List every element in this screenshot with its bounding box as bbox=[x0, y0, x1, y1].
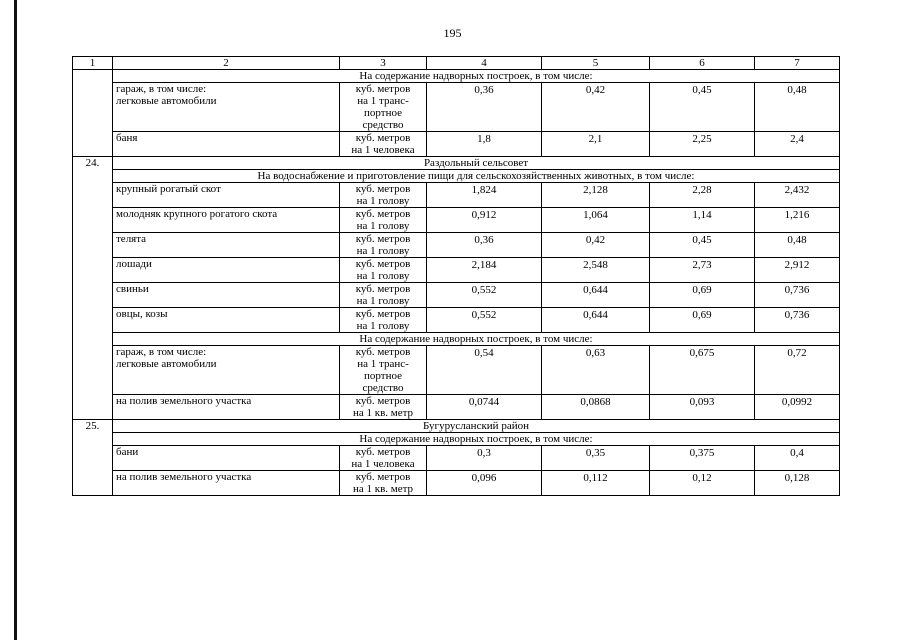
section-title: Раздольный сельсовет bbox=[113, 157, 840, 170]
cell-line: на полив земельного участка bbox=[116, 471, 252, 483]
cell-line: куб. метров bbox=[355, 346, 411, 358]
column-number-4: 4 bbox=[427, 57, 542, 70]
value-col-4: 0,3 bbox=[427, 446, 542, 471]
unit-cell bbox=[340, 83, 427, 132]
table-row bbox=[73, 183, 840, 208]
indicator-name bbox=[113, 471, 340, 496]
value-col-6: 0,375 bbox=[650, 446, 755, 471]
column-number-6: 6 bbox=[650, 57, 755, 70]
value-col-7: 0,48 bbox=[755, 83, 840, 132]
value-col-7: 0,4 bbox=[755, 446, 840, 471]
indicator-name bbox=[113, 283, 340, 308]
value-col-4: 0,552 bbox=[427, 308, 542, 333]
cell-line: куб. метров bbox=[355, 471, 411, 483]
value-col-7: 0,736 bbox=[755, 283, 840, 308]
value-col-5: 0,644 bbox=[542, 283, 650, 308]
table-row bbox=[73, 446, 840, 471]
value-col-4: 1,8 bbox=[427, 132, 542, 157]
cell-line: на 1 голову bbox=[356, 270, 410, 282]
cell-line: на полив земельного участка bbox=[116, 395, 252, 407]
cell-line: на 1 голову bbox=[356, 195, 410, 207]
value-col-6: 0,675 bbox=[650, 346, 755, 395]
cell-line: портное bbox=[364, 370, 402, 382]
column-number-1: 1 bbox=[73, 57, 113, 70]
cell-line: на 1 человека bbox=[351, 144, 415, 156]
group-caption: На содержание надворных построек, в том числе: bbox=[113, 70, 840, 83]
indicator-name bbox=[113, 346, 340, 395]
indicator-name bbox=[113, 395, 340, 420]
column-number-7: 7 bbox=[755, 57, 840, 70]
group-caption-row bbox=[73, 333, 840, 346]
value-col-7: 0,48 bbox=[755, 233, 840, 258]
table-row bbox=[73, 233, 840, 258]
unit-cell bbox=[340, 132, 427, 157]
page-number: 195 bbox=[443, 26, 462, 40]
value-col-6: 0,45 bbox=[650, 233, 755, 258]
cell-line: куб. метров bbox=[355, 233, 411, 245]
binding-edge bbox=[14, 0, 17, 640]
cell-line: куб. метров bbox=[355, 208, 411, 220]
indicator-name bbox=[113, 446, 340, 471]
unit-cell bbox=[340, 183, 427, 208]
section-title-row bbox=[73, 157, 840, 170]
cell-line: телята bbox=[116, 233, 147, 245]
column-number-5: 5 bbox=[542, 57, 650, 70]
cell-line: средство bbox=[362, 119, 404, 131]
value-col-5: 0,112 bbox=[542, 471, 650, 496]
value-col-7: 0,736 bbox=[755, 308, 840, 333]
unit-cell bbox=[340, 283, 427, 308]
value-col-5: 0,63 bbox=[542, 346, 650, 395]
value-col-7: 2,432 bbox=[755, 183, 840, 208]
value-col-5: 1,064 bbox=[542, 208, 650, 233]
cell-line: средство bbox=[362, 382, 404, 394]
group-caption: На водоснабжение и приготовление пищи для сельскохозяйственных животных, в том числе: bbox=[113, 170, 840, 183]
cell-line: на 1 голову bbox=[356, 295, 410, 307]
indicator-name bbox=[113, 208, 340, 233]
value-col-4: 0,36 bbox=[427, 233, 542, 258]
unit-cell bbox=[340, 395, 427, 420]
indicator-name bbox=[113, 233, 340, 258]
cell-line: легковые автомобили bbox=[116, 95, 217, 107]
column-number-3: 3 bbox=[340, 57, 427, 70]
cell-line: крупный рогатый скот bbox=[116, 183, 221, 195]
value-col-7: 2,4 bbox=[755, 132, 840, 157]
column-number-2: 2 bbox=[113, 57, 340, 70]
value-col-6: 2,73 bbox=[650, 258, 755, 283]
value-col-7: 2,912 bbox=[755, 258, 840, 283]
value-col-5: 0,42 bbox=[542, 233, 650, 258]
indicator-name bbox=[113, 83, 340, 132]
value-col-7: 0,72 bbox=[755, 346, 840, 395]
value-col-5: 0,35 bbox=[542, 446, 650, 471]
table-row bbox=[73, 346, 840, 395]
value-col-5: 0,644 bbox=[542, 308, 650, 333]
value-col-5: 2,1 bbox=[542, 132, 650, 157]
cell-line: на 1 голову bbox=[356, 245, 410, 257]
table-body bbox=[73, 57, 840, 496]
group-caption-row bbox=[73, 170, 840, 183]
unit-cell bbox=[340, 346, 427, 395]
indicator-name bbox=[113, 132, 340, 157]
cell-line: бани bbox=[116, 446, 139, 458]
value-col-4: 0,54 bbox=[427, 346, 542, 395]
cell-line: гараж, в том числе: bbox=[116, 346, 207, 358]
cell-line: куб. метров bbox=[355, 446, 411, 458]
value-col-6: 0,45 bbox=[650, 83, 755, 132]
cell-line: на 1 кв. метр bbox=[352, 483, 414, 495]
value-col-5: 0,0868 bbox=[542, 395, 650, 420]
value-col-5: 0,42 bbox=[542, 83, 650, 132]
section-number bbox=[73, 70, 113, 157]
indicator-name bbox=[113, 183, 340, 208]
value-col-5: 2,128 bbox=[542, 183, 650, 208]
cell-line: куб. метров bbox=[355, 258, 411, 270]
norms-table bbox=[72, 56, 840, 496]
cell-line: овцы, козы bbox=[116, 308, 168, 320]
indicator-name bbox=[113, 308, 340, 333]
value-col-5: 2,548 bbox=[542, 258, 650, 283]
cell-line: на 1 голову bbox=[356, 320, 410, 332]
cell-line: куб. метров bbox=[355, 183, 411, 195]
cell-line: лошади bbox=[116, 258, 152, 270]
cell-line: на 1 транс- bbox=[357, 95, 409, 107]
value-col-4: 0,912 bbox=[427, 208, 542, 233]
cell-line: куб. метров bbox=[355, 395, 411, 407]
cell-line: на 1 человека bbox=[351, 458, 415, 470]
value-col-6: 2,28 bbox=[650, 183, 755, 208]
cell-line: на 1 транс- bbox=[357, 358, 409, 370]
table-row bbox=[73, 258, 840, 283]
cell-line: на 1 кв. метр bbox=[352, 407, 414, 419]
section-title: Бугурусланский район bbox=[113, 420, 840, 433]
value-col-6: 2,25 bbox=[650, 132, 755, 157]
cell-line: гараж, в том числе: bbox=[116, 83, 207, 95]
unit-cell bbox=[340, 446, 427, 471]
table-row bbox=[73, 83, 840, 132]
cell-line: куб. метров bbox=[355, 83, 411, 95]
group-caption: На содержание надворных построек, в том числе: bbox=[113, 333, 840, 346]
cell-line: куб. метров bbox=[355, 308, 411, 320]
value-col-4: 2,184 bbox=[427, 258, 542, 283]
cell-line: баня bbox=[116, 132, 138, 144]
unit-cell bbox=[340, 308, 427, 333]
value-col-6: 0,69 bbox=[650, 308, 755, 333]
table-row bbox=[73, 471, 840, 496]
unit-cell bbox=[340, 258, 427, 283]
table-row bbox=[73, 132, 840, 157]
value-col-6: 0,12 bbox=[650, 471, 755, 496]
table-row bbox=[73, 283, 840, 308]
value-col-4: 1,824 bbox=[427, 183, 542, 208]
group-caption-row bbox=[73, 433, 840, 446]
section-number: 24. bbox=[73, 157, 113, 420]
cell-line: куб. метров bbox=[355, 132, 411, 144]
section-title-row bbox=[73, 420, 840, 433]
value-col-6: 0,69 bbox=[650, 283, 755, 308]
value-col-7: 1,216 bbox=[755, 208, 840, 233]
group-caption-row bbox=[73, 70, 840, 83]
value-col-4: 0,552 bbox=[427, 283, 542, 308]
value-col-6: 1,14 bbox=[650, 208, 755, 233]
cell-line: легковые автомобили bbox=[116, 358, 217, 370]
cell-line: куб. метров bbox=[355, 283, 411, 295]
value-col-7: 0,128 bbox=[755, 471, 840, 496]
value-col-4: 0,36 bbox=[427, 83, 542, 132]
section-number: 25. bbox=[73, 420, 113, 496]
unit-cell bbox=[340, 233, 427, 258]
table-row bbox=[73, 395, 840, 420]
unit-cell bbox=[340, 471, 427, 496]
cell-line: молодняк крупного рогатого скота bbox=[116, 208, 278, 220]
table-row bbox=[73, 208, 840, 233]
value-col-7: 0,0992 bbox=[755, 395, 840, 420]
column-number-row bbox=[73, 57, 840, 70]
cell-line: портное bbox=[364, 107, 402, 119]
cell-line: на 1 голову bbox=[356, 220, 410, 232]
group-caption: На содержание надворных построек, в том числе: bbox=[113, 433, 840, 446]
unit-cell bbox=[340, 208, 427, 233]
indicator-name bbox=[113, 258, 340, 283]
value-col-4: 0,096 bbox=[427, 471, 542, 496]
table-row bbox=[73, 308, 840, 333]
cell-line: свиньи bbox=[116, 283, 149, 295]
value-col-6: 0,093 bbox=[650, 395, 755, 420]
value-col-4: 0,0744 bbox=[427, 395, 542, 420]
